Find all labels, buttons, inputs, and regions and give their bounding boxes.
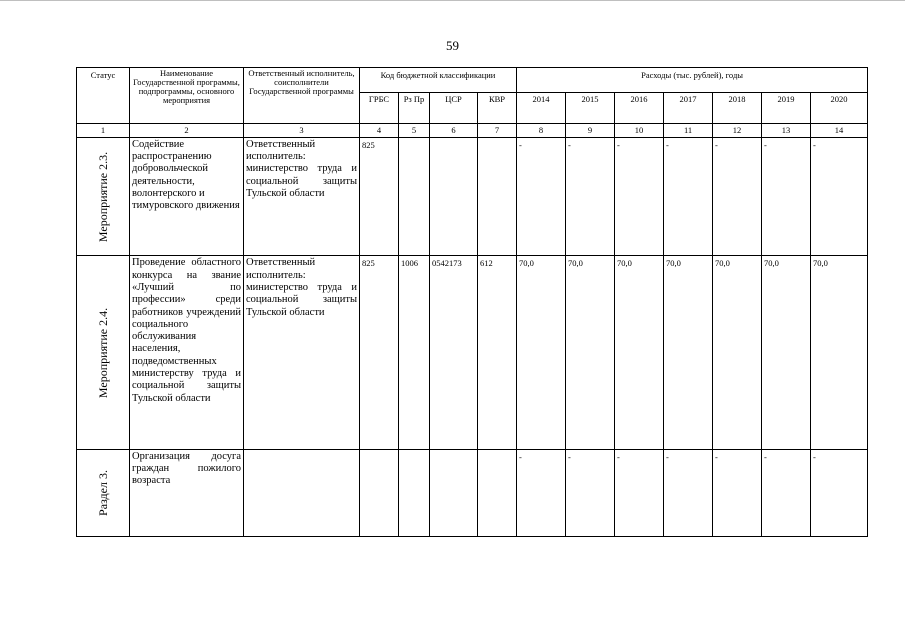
row-value: - bbox=[811, 137, 868, 256]
header-rzpr: Рз Пр bbox=[399, 93, 430, 123]
row-value: 70,0 bbox=[615, 256, 664, 449]
row-status-cell bbox=[77, 137, 130, 256]
row-value: - bbox=[517, 449, 566, 536]
row-csr: 0542173 bbox=[430, 256, 478, 449]
row-value: - bbox=[664, 449, 713, 536]
row-status-cell bbox=[77, 449, 130, 536]
row-value: 70,0 bbox=[762, 256, 811, 449]
row-value: 70,0 bbox=[664, 256, 713, 449]
row-status: Мероприятие 2.4. bbox=[95, 307, 110, 398]
row-kvr bbox=[478, 449, 517, 536]
row-grbs: 825 bbox=[360, 256, 399, 449]
header-kvr: КВР bbox=[478, 93, 517, 123]
page-number: 59 bbox=[446, 38, 459, 53]
table-row bbox=[77, 137, 868, 256]
row-value: 70,0 bbox=[517, 256, 566, 449]
row-name: Организация досуга граждан пожилого возраста bbox=[130, 449, 244, 536]
row-kvr bbox=[478, 137, 517, 256]
row-rzpr bbox=[399, 137, 430, 256]
row-status-cell bbox=[77, 256, 130, 449]
row-value: - bbox=[664, 137, 713, 256]
row-csr bbox=[430, 137, 478, 256]
table-row bbox=[77, 449, 868, 536]
row-value: - bbox=[762, 137, 811, 256]
col-number: 3 bbox=[244, 123, 360, 137]
header-year: 2017 bbox=[664, 93, 713, 123]
col-number: 8 bbox=[517, 123, 566, 137]
row-csr bbox=[430, 449, 478, 536]
col-number: 7 bbox=[478, 123, 517, 137]
row-value: - bbox=[615, 449, 664, 536]
header-year: 2019 bbox=[762, 93, 811, 123]
budget-table bbox=[76, 67, 868, 537]
header-budget-code: Код бюджетной классификации bbox=[360, 68, 517, 93]
row-value: - bbox=[762, 449, 811, 536]
header-csr: ЦСР bbox=[430, 93, 478, 123]
row-responsible: Ответственный исполнитель: министерство труда и социальной защиты Тульской области bbox=[244, 256, 360, 449]
row-grbs: 825 bbox=[360, 137, 399, 256]
row-value: 70,0 bbox=[713, 256, 762, 449]
row-value: - bbox=[811, 449, 868, 536]
row-status: Мероприятие 2.3. bbox=[95, 151, 110, 242]
header-row bbox=[77, 68, 868, 93]
row-value: - bbox=[566, 449, 615, 536]
row-rzpr: 1006 bbox=[399, 256, 430, 449]
scan-edge bbox=[0, 0, 905, 7]
row-status: Раздел 3. bbox=[95, 469, 110, 516]
row-value: - bbox=[566, 137, 615, 256]
col-number: 10 bbox=[615, 123, 664, 137]
col-number: 14 bbox=[811, 123, 868, 137]
header-status: Статус bbox=[77, 68, 130, 124]
column-number-row bbox=[77, 123, 868, 137]
col-number: 2 bbox=[130, 123, 244, 137]
header-responsible: Ответственный исполнитель, соисполнители Государственной программы bbox=[244, 68, 360, 124]
col-number: 6 bbox=[430, 123, 478, 137]
row-value: - bbox=[517, 137, 566, 256]
row-responsible bbox=[244, 449, 360, 536]
row-value: - bbox=[713, 449, 762, 536]
header-year: 2018 bbox=[713, 93, 762, 123]
row-rzpr bbox=[399, 449, 430, 536]
row-kvr: 612 bbox=[478, 256, 517, 449]
row-value: 70,0 bbox=[566, 256, 615, 449]
col-number: 12 bbox=[713, 123, 762, 137]
row-responsible: Ответственный исполнитель: министерство труда и социальной защиты Тульской области bbox=[244, 137, 360, 256]
row-value: 70,0 bbox=[811, 256, 868, 449]
header-grbs: ГРБС bbox=[360, 93, 399, 123]
col-number: 5 bbox=[399, 123, 430, 137]
table-row bbox=[77, 256, 868, 449]
row-value: - bbox=[615, 137, 664, 256]
row-grbs bbox=[360, 449, 399, 536]
header-year: 2014 bbox=[517, 93, 566, 123]
col-number: 1 bbox=[77, 123, 130, 137]
row-name: Проведение областного конкурса на звание «Лучший по профессии» среди работников учреждений социального обслуживания населения, подведомственных министерству труда и социальной защиты Тульской области bbox=[130, 256, 244, 449]
row-name: Содействие распространению добровольческой деятельности, волонтерского и тимуровского движения bbox=[130, 137, 244, 256]
col-number: 4 bbox=[360, 123, 399, 137]
row-value: - bbox=[713, 137, 762, 256]
col-number: 13 bbox=[762, 123, 811, 137]
header-year: 2015 bbox=[566, 93, 615, 123]
header-expenses: Расходы (тыс. рублей), годы bbox=[517, 68, 868, 93]
col-number: 9 bbox=[566, 123, 615, 137]
header-name: Наименование Государственной программы, подпрограммы, основного мероприятия bbox=[130, 68, 244, 124]
header-year: 2016 bbox=[615, 93, 664, 123]
col-number: 11 bbox=[664, 123, 713, 137]
header-year: 2020 bbox=[811, 93, 868, 123]
